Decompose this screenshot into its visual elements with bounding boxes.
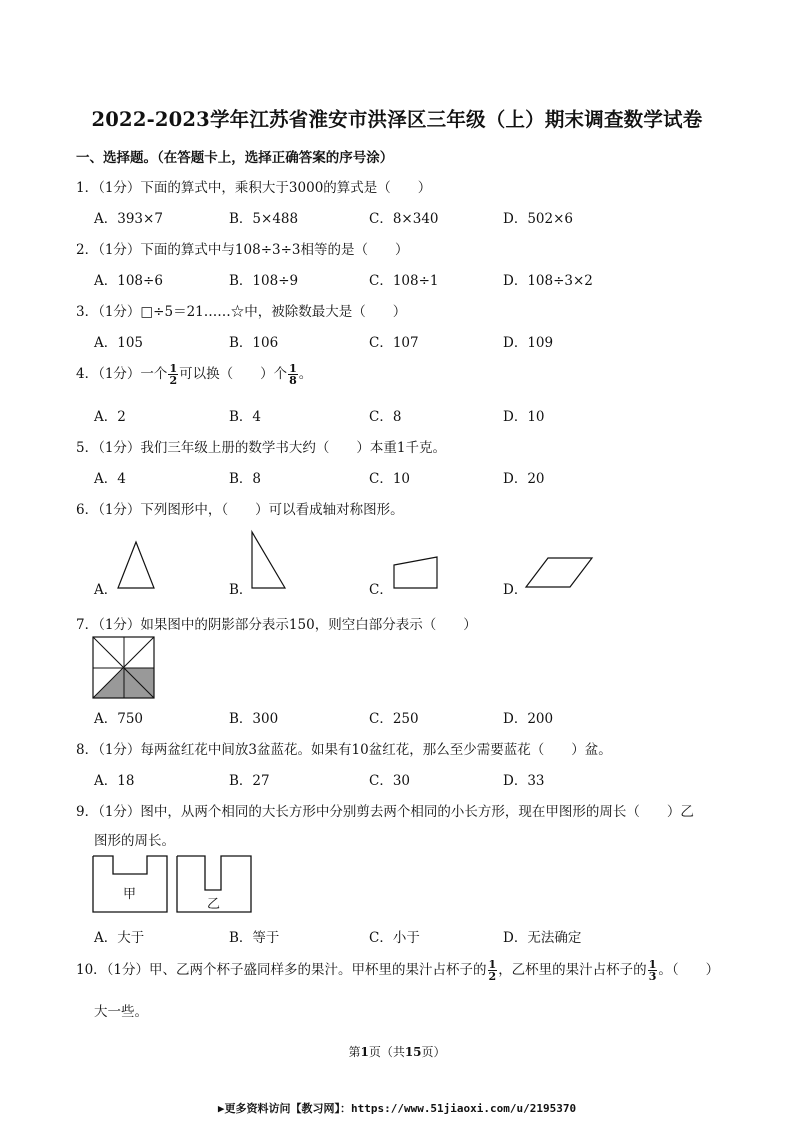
q5-option-c[interactable]: C．10	[369, 471, 411, 487]
total-pages: 15	[404, 1045, 422, 1059]
q2-option-b[interactable]: B．108÷9	[229, 273, 299, 289]
q10-stem-part-a: 10．（1分）甲、乙两个杯子盛同样多的果汁。甲杯里的果汁占杯子的	[76, 962, 487, 978]
q3-option-a[interactable]: A．105	[94, 335, 144, 351]
question-1-stem: 1．（1分）下面的算式中，乘积大于3000的算式是（ ）	[76, 180, 432, 196]
figure-yi-label: 乙	[207, 897, 221, 912]
question-7-stem: 7．（1分）如果图中的阴影部分表示150，则空白部分表示（ ）	[76, 617, 477, 633]
q7-option-d[interactable]: D．200	[503, 711, 554, 727]
q1-option-a[interactable]: A．393×7	[94, 211, 163, 227]
q1-option-c[interactable]: C．8×340	[369, 211, 439, 227]
question-9-stem-line-1: 9．（1分）图中，从两个相同的大长方形中分别剪去两个相同的小长方形，现在甲图形的周长（ ）乙	[76, 804, 694, 820]
q10-fraction-2: $\frac{1}{3}$	[648, 958, 657, 983]
q10-stem-part-b: ，乙杯里的果汁占杯子的	[498, 962, 647, 978]
q4-stem-part-b: 可以换（ ）个	[179, 366, 288, 382]
question-10-stem	[76, 958, 719, 982]
right-triangle-figure	[249, 530, 289, 590]
q4-option-a[interactable]: A．2	[94, 409, 126, 425]
q3-option-d[interactable]: D．109	[503, 335, 554, 351]
figure-jia-label: 甲	[123, 887, 137, 902]
page-title: 2022-2023学年江苏省淮安市洪泽区三年级（上）期末调查数学试卷	[91, 108, 703, 131]
q3-option-c[interactable]: C．107	[369, 335, 419, 351]
q4-stem-part-a: 4．（1分）一个	[76, 366, 168, 382]
question-10-stem-line-2: 大一些。	[94, 1004, 148, 1020]
page-footer: 第1页（共15页）	[348, 1045, 446, 1059]
q3-option-b[interactable]: B．106	[229, 335, 279, 351]
q6-option-b[interactable]: B．	[229, 582, 253, 598]
q9-option-b[interactable]: B．等于	[229, 930, 280, 946]
q4-fraction-1: $\frac{1}{2}$	[169, 362, 178, 387]
q4-option-b[interactable]: B．4	[229, 409, 262, 425]
q9-option-a[interactable]: A．大于	[94, 930, 145, 946]
q5-option-a[interactable]: A．4	[94, 471, 126, 487]
parallelogram-figure	[526, 556, 596, 590]
q1-option-d[interactable]: D．502×6	[503, 211, 573, 227]
q2-option-a[interactable]: A．108÷6	[94, 273, 163, 289]
question-9-stem-line-2: 图形的周长。	[94, 833, 175, 849]
q9-option-c[interactable]: C．小于	[369, 930, 420, 946]
question-4-stem	[76, 362, 312, 386]
question-3-stem: 3．（1分）□÷5＝21……☆中，被除数最大是（ ）	[76, 304, 407, 320]
q4-fraction-2: $\frac{1}{8}$	[289, 362, 297, 387]
q6-option-c[interactable]: C．	[369, 582, 393, 598]
q7-option-c[interactable]: C．250	[369, 711, 419, 727]
question-5-stem: 5．（1分）我们三年级上册的数学书大约（ ）本重1千克。	[76, 440, 447, 456]
resource-link[interactable]: ▶更多资料访问【教习网】：https://www.51jiaoxi.com/u/2195370	[217, 1102, 577, 1115]
q8-option-c[interactable]: C．30	[369, 773, 411, 789]
q5-option-b[interactable]: B．8	[229, 471, 262, 487]
q7-option-b[interactable]: B．300	[229, 711, 279, 727]
q7-option-a[interactable]: A．750	[94, 711, 144, 727]
q10-fraction-1: $\frac{1}{2}$	[488, 958, 497, 983]
q5-option-d[interactable]: D．20	[503, 471, 545, 487]
section-heading: 一、选择题。（在答题卡上，选择正确答案的序号涂）	[76, 150, 394, 166]
q9-option-d[interactable]: D．无法确定	[503, 930, 582, 946]
q2-option-d[interactable]: D．108÷3×2	[503, 273, 593, 289]
q4-option-d[interactable]: D．10	[503, 409, 545, 425]
q2-option-c[interactable]: C．108÷1	[369, 273, 439, 289]
q8-option-b[interactable]: B．27	[229, 773, 270, 789]
q10-stem-part-c: 。（ ）	[658, 962, 720, 978]
question-2-stem: 2．（1分）下面的算式中与108÷3÷3相等的是（ ）	[76, 242, 409, 258]
question-8-stem: 8．（1分）每两盆红花中间放3盆蓝花。如果有10盆红花，那么至少需要蓝花（ ）盆。	[76, 742, 612, 758]
question-6-stem: 6．（1分）下列图形中，（ ）可以看成轴对称图形。	[76, 502, 404, 518]
q8-option-a[interactable]: A．18	[94, 773, 135, 789]
q1-option-b[interactable]: B．5×488	[229, 211, 299, 227]
trapezoid-figure	[391, 555, 441, 591]
q6-option-a[interactable]: A．	[94, 582, 118, 598]
isosceles-triangle-figure	[116, 540, 156, 590]
current-page: 1	[360, 1045, 369, 1059]
q4-option-c[interactable]: C．8	[369, 409, 402, 425]
square-eighths-figure	[93, 637, 155, 699]
q8-option-d[interactable]: D．33	[503, 773, 545, 789]
q6-option-d[interactable]: D．	[503, 582, 528, 598]
q4-stem-part-c: 。	[298, 366, 313, 382]
